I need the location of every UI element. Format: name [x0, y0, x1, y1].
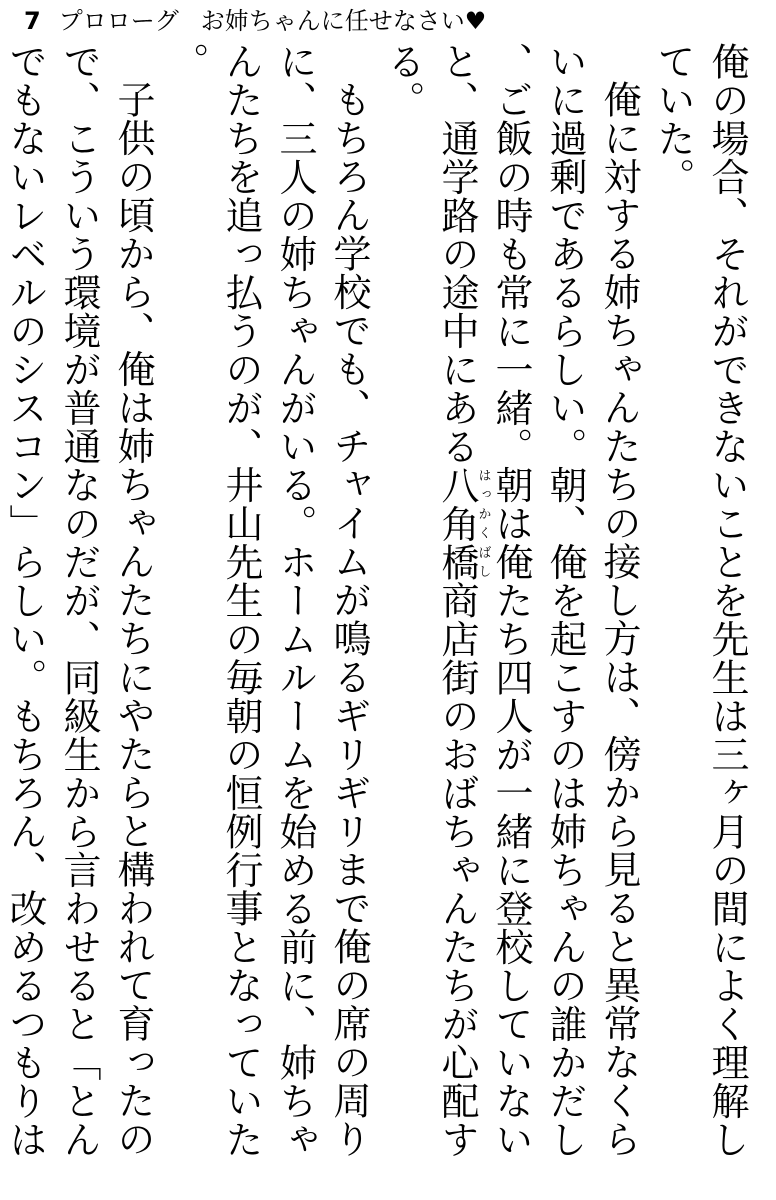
chapter-title: お姉ちゃんに任せなさい♥ — [200, 7, 487, 35]
ruby-word — [435, 465, 491, 582]
page-header — [24, 4, 486, 38]
paragraph: 俺の場合、それができないことを先生は三ヶ月の間によく理解していた。 — [651, 42, 749, 1159]
chapter-name: プロローグ — [58, 7, 179, 35]
paragraph-text: 俺に対する姉ちゃんたちの接し方は、傍から見ると異常なくらいに過剰であるらしい。朝、俺を起こすのは姉ちゃんの誰かだし、ご飯の時も常に一緒。朝は俺たち四人が一緒に登校していないと、通学路の途中にある — [435, 42, 641, 1159]
page-number: 7 — [24, 7, 41, 35]
vertical-body-text — [3, 42, 754, 1192]
paragraph-text-continued: 商店街のおばちゃんたちが心配する。 — [381, 42, 479, 1159]
paragraph — [376, 42, 646, 1192]
paragraph: もちろん学校でも、チャイムが鳴るギリギリまで俺の席の周りに、三人の姉ちゃんがいる。ホームルームを始める前に、姉ちゃんたちを追っ払うのが、井山先生の毎朝の恒例行事となっていた。 — [165, 42, 371, 1159]
paragraph: 子供の頃から、俺は姉ちゃんたちにやたらと構われて育ったので、こういう環境が普通なのだが、同級生から言わせると「とんでもないレベルのシスコン」らしい。もちろん、改めるつもりは — [3, 42, 155, 1159]
ruby-base: 八角橋 — [435, 465, 479, 581]
ruby-reading: はっかくばし — [475, 465, 491, 581]
